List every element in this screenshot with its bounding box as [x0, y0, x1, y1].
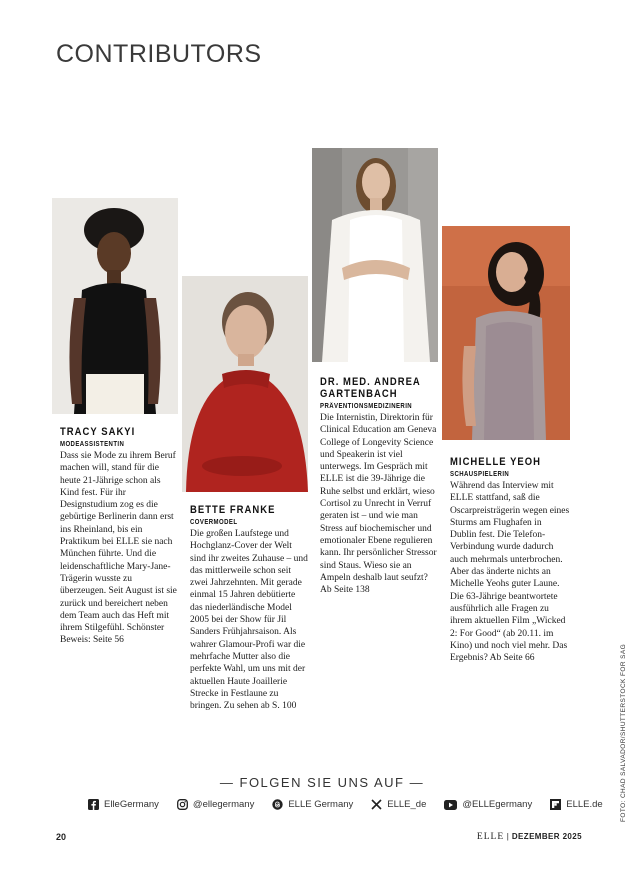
social-link-facebook[interactable] [88, 799, 159, 810]
facebook-icon [88, 799, 99, 810]
social-label: ELLE_de [387, 799, 427, 810]
x-icon [371, 799, 382, 810]
contributor-entry-bette-franke [190, 504, 308, 712]
contributor-name: BETTE FRANKE [190, 504, 276, 516]
threads-icon [272, 799, 283, 810]
contributor-photo-tracy-sakyi [52, 198, 178, 414]
contributor-photo-michelle-yeoh [442, 226, 570, 440]
contributor-entry-tracy-sakyi [60, 426, 177, 647]
contributor-bio: Dass sie Mode zu ihrem Beruf machen will, stand für die heute 21-Jährige schon als Kind fest. Für ihr Designstudium zog es die gebürtige Berlinerin dann erst ins Rheinland, bis ein Praktikum bei ELLE sie nach München führte. Und die leidenschaftliche Mary-Jane-Trägerin wusste zu überzeugen. Seit August ist sie zurück und bereichert neben dem Team auch das Heft mit ihrem Stilgefühl. Schönster Beweis: Seite 56 [60, 451, 177, 646]
contributor-bio: Während das Interview mit ELLE stattfand, saß die Oscarpreisträgerin wegen eines Sturms am Flughafen in Dublin fest. Die Telefon-Verbindung wurde dadurch auch mehrmals unterbrochen. Aber das änderte nichts an Michelle Yeohs guter Laune. Die 63-Jährige beantwortete ausführlich alle Fragen zu ihrem aktuellen Film „Wicked 2: For Good“ (ab 20.11. im Kino) und noch viel mehr. Das Ergebnis? Ab Seite 66 [450, 481, 570, 664]
footer-separator: | [506, 832, 510, 841]
contributor-name-line-2: GARTENBACH [320, 388, 398, 400]
contributor-role: PRÄVENTIONSMEDIZINERIN [320, 403, 413, 410]
flipboard-icon [550, 799, 561, 810]
page-number: 20 [56, 832, 67, 842]
instagram-icon [177, 799, 188, 810]
follow-us-heading: — FOLGEN SIE UNS AUF — [219, 775, 425, 790]
contributor-entry-michelle-yeoh [450, 456, 570, 664]
contributor-role: COVERMODEL [190, 519, 238, 526]
contributor-photo-bette-franke [182, 276, 308, 492]
social-label: @ELLEgermany [462, 799, 533, 810]
contributor-role: SCHAUSPIELERIN [450, 471, 510, 478]
social-label: ELLE.de [566, 799, 603, 810]
social-link-flipboard[interactable] [550, 799, 602, 810]
social-label: ELLE Germany [288, 799, 354, 810]
contributor-name-line-1: DR. MED. ANDREA [320, 376, 421, 388]
social-link-threads[interactable] [272, 799, 353, 810]
contributor-bio: Die Internistin, Direktorin für Clinical Education am Geneva College of Longevity Science und Speakerin ist viel unterwegs. Im Gespräch mit ELLE ist die 39-Jährige die Ruhe selbst und erklärt, wieso Cortisol zu Unrecht in Verruf geraten ist – und wie man Stress auf biochemischer und emotionaler Ebene regulieren kann. Ihr persönlicher Stressor sind Staus. Wieso sie an Ampeln deshalb laut seufzt? Ab Seite 138 [320, 413, 437, 596]
social-link-youtube[interactable] [444, 799, 532, 810]
social-link-instagram[interactable] [177, 799, 254, 810]
page-title: CONTRIBUTORS [56, 40, 262, 68]
youtube-icon [444, 800, 457, 810]
magazine-brand: ELLE [476, 832, 505, 842]
contributor-entry-andrea-gartenbach [320, 376, 437, 596]
issue-date: DEZEMBER 2025 [511, 832, 582, 841]
social-link-x[interactable] [371, 799, 426, 810]
contributor-role: MODEASSISTENTIN [60, 441, 125, 448]
social-label: @ellegermany [192, 799, 255, 810]
footer-issue [477, 832, 582, 842]
social-label: ElleGermany [104, 799, 159, 810]
contributor-name: MICHELLE YEOH [450, 456, 542, 468]
contributor-photo-andrea-gartenbach [312, 148, 438, 362]
social-links [88, 799, 603, 810]
contributor-bio: Die großen Laufstege und Hochglanz-Cover der Welt sind ihr zweites Zuhause – und das mittlerweile schon seit zwei Jahrzehnten. Mit gerade einmal 15 Jahren debütierte das niederländische Model 2005 bei der Show für Jil Sanders Frühjahrsaison. Als wahrer Glamour-Profi war die mehrfache Mutter also die perfekte Wahl, um uns mit der aktuellen Haute Joaillerie Strecke in Festlaune zu bringen. Zu sehen ab S. 100 [190, 529, 308, 712]
photo-credit: FOTO: CHAD SALVADOR/SHUTTERSTOCK FOR SAG [620, 643, 627, 822]
contributor-name: TRACY SAKYI [60, 426, 136, 438]
